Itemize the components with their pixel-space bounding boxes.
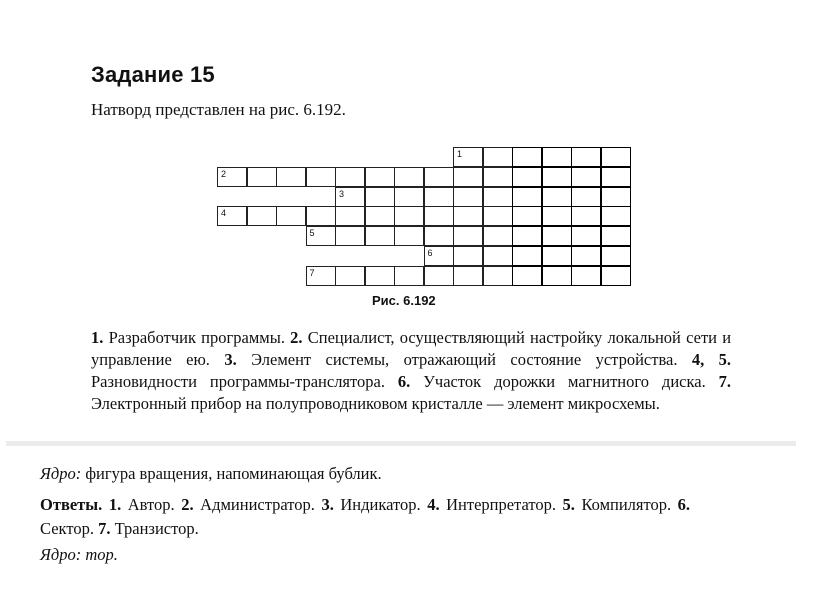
crossword-cell [365,167,395,187]
clue-text: Участок дорожки магнитного диска. [423,372,706,391]
crossword-cell [601,147,631,167]
crossword-cell [335,167,365,187]
clue-text: Разработчик программы. [108,328,285,347]
crossword-cell [601,167,631,187]
crossword-cell [424,206,454,226]
crossword-cell [483,167,513,187]
clue-number: 4, 5. [691,350,731,369]
answer-text: Компилятор. [581,495,672,514]
crossword-cell [483,187,513,207]
crossword-cell [483,246,513,266]
answer-text: Автор. [127,495,175,514]
crossword-cell [512,266,542,286]
crossword-cell [512,167,542,187]
clue-text: Элемент системы, отражающий состояние устройства. [251,350,678,369]
core-question [40,464,382,484]
crossword-cell [453,206,483,226]
crossword-clue-number: 3 [339,188,345,199]
core-label: Ядро: [40,545,82,564]
crossword-cell [571,147,601,167]
crossword-cell [571,226,601,246]
crossword-cell [335,226,365,246]
crossword-cell [483,266,513,286]
clue-number: 3. [224,350,237,369]
crossword-cell [424,246,454,266]
crossword-cell [365,226,395,246]
task-intro: Натворд представлен на рис. 6.192. [91,100,346,119]
crossword-cell [394,226,424,246]
crossword-cell [483,206,513,226]
answer-text: Транзистор. [114,519,199,538]
crossword-cell [365,266,395,286]
crossword-cell [394,187,424,207]
crossword-cell [542,147,572,167]
clues-text [91,327,731,415]
clue-text: Разновидности программы-транслятора. [91,372,385,391]
crossword-cell [512,147,542,167]
crossword-cell [306,206,336,226]
crossword-cell [306,226,336,246]
clue-text: Электронный прибор на полупроводниковом кристалле — элемент микросхемы. [91,394,660,413]
answer-number: 3. [321,495,334,514]
answer-text: Администратор. [200,495,315,514]
answer-number: 5. [562,495,575,514]
crossword-cell [335,187,365,207]
crossword-cell [276,167,306,187]
crossword-cell [601,206,631,226]
crossword-clue-number: 6 [427,248,433,258]
crossword-cell [335,266,365,286]
crossword-clue-number: 4 [221,208,227,219]
crossword-cell [247,206,277,226]
crossword-cell [601,266,631,286]
task-title: Задание 15 [91,62,215,87]
crossword-cell [542,266,572,286]
crossword-cell [453,226,483,246]
crossword-cell [424,187,454,207]
crossword-cell [571,206,601,226]
crossword-cell [542,226,572,246]
answer-number: 4. [427,495,440,514]
answer-number: 7. [98,519,111,538]
crossword-cell [542,167,572,187]
crossword-cell [542,246,572,266]
crossword-cell [601,187,631,207]
answer-text: Индикатор. [340,495,421,514]
core-question-text: фигура вращения, напоминающая бублик. [85,464,382,483]
crossword-cell [365,206,395,226]
crossword-cell [601,226,631,246]
crossword-clue-number: 2 [221,168,227,179]
crossword-clue-number: 5 [309,228,315,239]
core-answer [40,545,118,565]
crossword-cell [247,167,277,187]
crossword-cell [424,167,454,187]
crossword-cell [571,167,601,187]
crossword-cell [571,187,601,207]
crossword-cell [394,206,424,226]
crossword-cell [483,147,513,167]
crossword-cell [306,167,336,187]
core-answer-text: тор. [85,545,118,564]
answers-label: Ответы. [40,495,103,514]
clue-text: Специалист, осуществляющий настройку локальной сети и управление ею. [91,328,732,369]
crossword-cell [453,167,483,187]
crossword-cell [217,206,247,226]
crossword-cell [483,226,513,246]
crossword-cell [512,206,542,226]
crossword-cell [512,246,542,266]
crossword-cell [306,266,336,286]
crossword-cell [542,187,572,207]
core-label: Ядро: [40,464,82,483]
answer-number: 1. [108,495,122,514]
crossword-cell [394,167,424,187]
crossword-cell [365,187,395,207]
answers-text [40,493,690,541]
answer-text: Интерпретатор. [446,495,556,514]
clue-number: 2. [290,328,303,347]
crossword-cell [542,206,572,226]
figure-caption: Рис. 6.192 [372,293,436,308]
clue-number: 1. [91,328,104,347]
crossword-cell [601,246,631,266]
crossword-cell [512,187,542,207]
clue-number: 6. [397,372,411,391]
crossword-cell [453,147,483,167]
answer-text: Сектор. [40,519,94,538]
crossword-cell [394,266,424,286]
crossword-cell [571,266,601,286]
crossword-cell [424,266,454,286]
crossword-cell [512,226,542,246]
crossword-cell [424,226,454,246]
crossword-cell [571,246,601,266]
answer-number: 2. [181,495,194,514]
crossword-clue-number: 1 [457,149,463,159]
clue-number: 7. [718,372,732,391]
crossword-cell [453,266,483,286]
crossword-cell [276,206,306,226]
answer-number: 6. [677,495,691,514]
crossword-clue-number: 7 [309,267,315,278]
crossword-cell [335,206,365,226]
crossword-cell [453,246,483,266]
crossword-cell [453,187,483,207]
crossword-cell [217,167,247,187]
